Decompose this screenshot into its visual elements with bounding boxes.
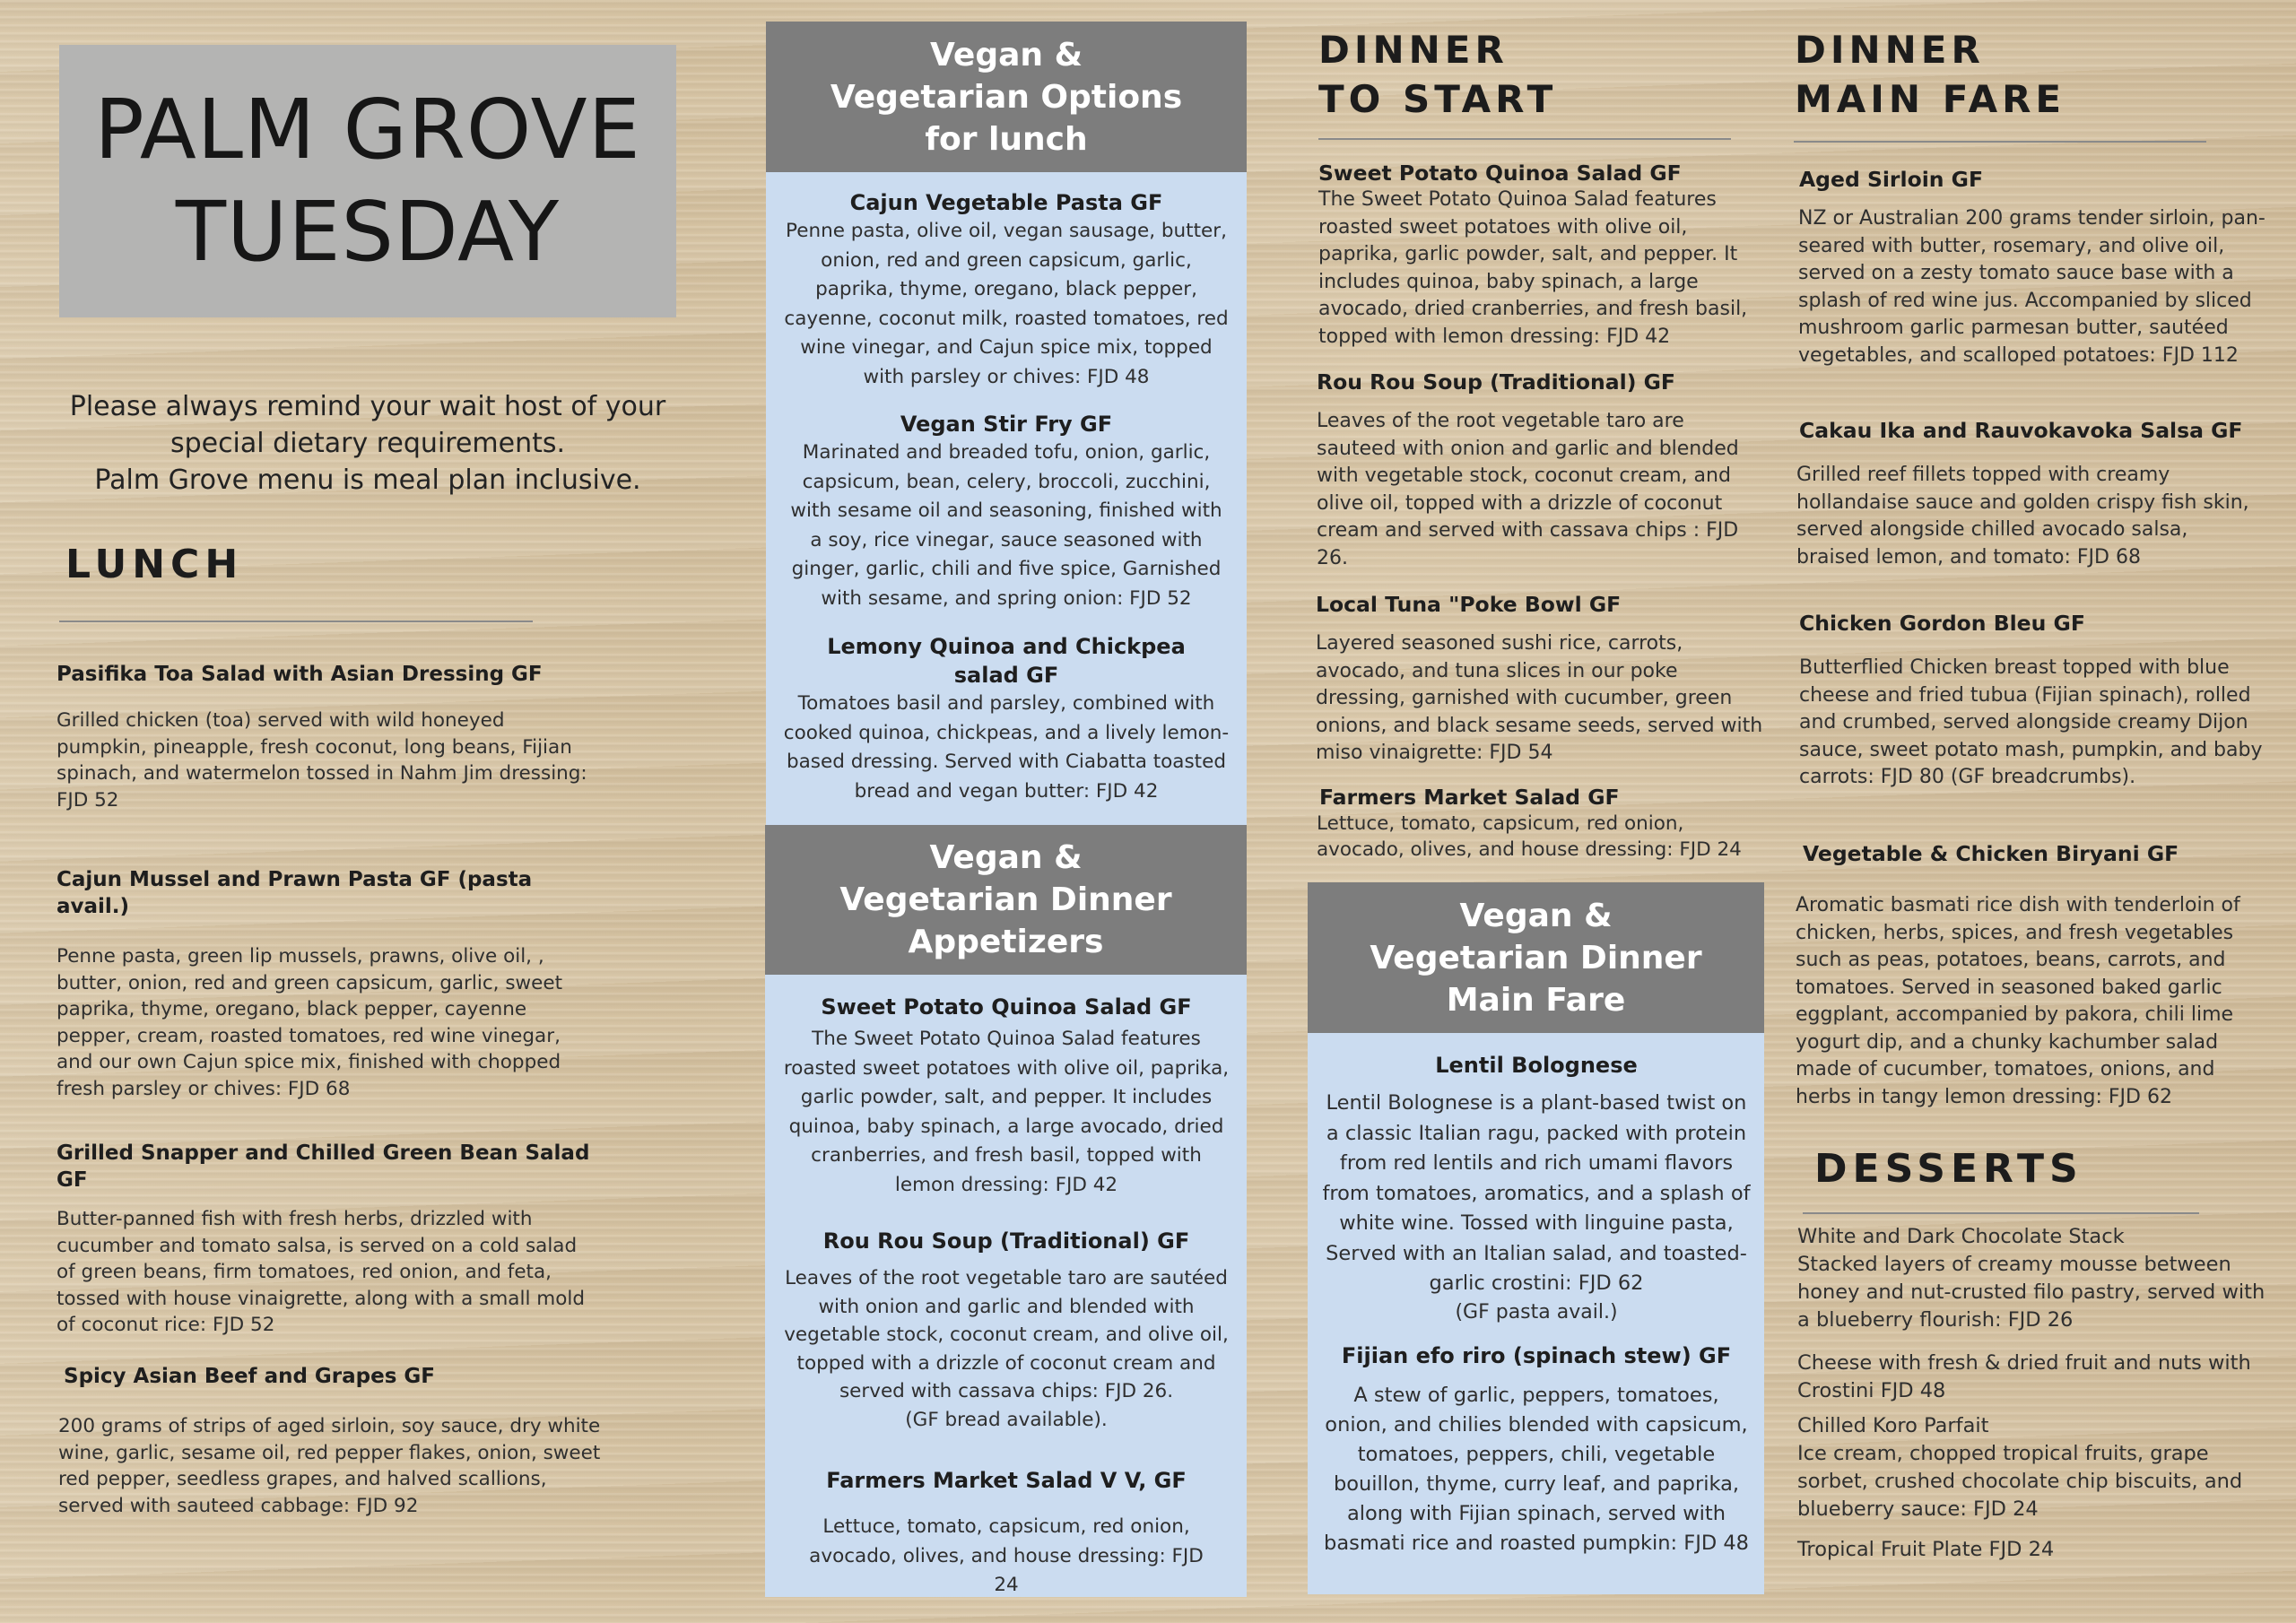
dish-description: NZ or Australian 200 grams tender sirloin, pan-seared with butter, rosemary, and olive oil, served on a zesty tomato sauce base with a splash of red wine jus. Accompanied by sliced mushroom garlic parmesan butter, sautéed vegetables, and scalloped potatoes: FJD 112 (1798, 207, 2266, 367)
intro-line-1: Please always remind your wait host of your (69, 391, 666, 422)
veg-appetizer-item (782, 1466, 1231, 1601)
dinner-main-divider (1794, 141, 2206, 143)
veg-lunch-header (766, 22, 1247, 172)
dish-name: Vegetable & Chicken Biryani GF (1803, 841, 2179, 866)
lunch-item (58, 1363, 602, 1519)
dish-note: (GF bread available). (905, 1408, 1108, 1431)
dessert-item: Tropical Fruit Plate FJD 24 (1797, 1538, 2055, 1561)
dish-description: Butter-panned fish with fresh herbs, drizzled with cucumber and tomato salsa, is served on a cold salad of green beans, firm tomatoes, red onion, and feta, tossed with house vinaigrette, along with a small mold of coconut rice: FJD 52 (57, 1208, 585, 1336)
dish-name: Pasifika Toa Salad with Asian Dressing GF (57, 663, 543, 686)
dinner-main-item (1796, 840, 2269, 1111)
dish-name: Aged Sirloin GF (1799, 167, 1984, 192)
veg-appetizer-item (782, 993, 1231, 1200)
lunch-heading: LUNCH (65, 542, 244, 587)
title-line-1: PALM GROVE (94, 82, 641, 178)
lunch-item (57, 1140, 595, 1339)
dish-description: Penne pasta, green lip mussels, prawns, olive oil, , butter, onion, red and green capsicum, garlic, sweet paprika, thyme, oregano, black pepper, cayenne pepper, cream, roasted tomatoes, red wine vinegar, and our own Cajun spice mix, finished with chopped fresh parsley or chives: FJD 68 (57, 945, 563, 1100)
dish-description: Butterflied Chicken breast topped with blue cheese and fried tubua (Fijian spinach), rolled and crumbed, served alongside creamy Dijon sauce, sweet potato mash, pumpkin, and baby carrots: FJD 80 (GF breadcrumbs). (1799, 656, 2263, 788)
dinner-start-divider (1318, 138, 1731, 140)
desserts-divider (1803, 1212, 2199, 1214)
dinner-main-heading: DINNER MAIN FARE (1795, 28, 2066, 121)
title-box (59, 45, 676, 317)
dinner-main-item (1796, 417, 2266, 571)
dish-name: Vegan Stir Fry GF (900, 412, 1113, 437)
dish-name: Cajun Vegetable Pasta GF (849, 190, 1163, 215)
dish-description: The Sweet Potato Quinoa Salad features roasted sweet potatoes with olive oil, paprika, garlic powder, salt, and pepper. It includes quinoa, baby spinach, a large avocado, dried cranberries, and fresh basil, topped with lemon dressing: FJD 42 (1318, 188, 1748, 348)
dish-description: Lettuce, tomato, capsicum, red onion, avocado, olives, and house dressing: FJD 24 (809, 1515, 1204, 1596)
veg-main-item (1322, 1051, 1751, 1326)
lunch-item (57, 866, 595, 1102)
title-line-2: TUESDAY (175, 184, 561, 280)
dish-description: Leaves of the root vegetable taro are sauteed with onion and garlic and blended with vegetable stock, coconut cream, and olive oil, topped with a drizzle of coconut cream and served with cassava chips : FJD 26. (1317, 410, 1739, 569)
veg-appetizers-heading: Vegan & Vegetarian Dinner Appetizers (839, 839, 1172, 960)
dish-description: Tomatoes basil and parsley, combined with cooked quinoa, chickpeas, and a lively lemon-based dressing. Served with Ciabatta toasted bread and vegan butter: FJD 42 (783, 692, 1230, 803)
lunch-divider (59, 621, 533, 622)
dish-description: Aromatic basmati rice dish with tenderloin of chicken, herbs, spices, and fresh vegetables such as peas, potatoes, beans, carrots, and tomatoes. Served in seasoned baked garlic eggplant, accompanied by pakora, chili lime yogurt dip, and a chunky kachumber salad made of cucumber, tomatoes, onions, and herbs in tangy lemon dressing: FJD 62 (1796, 894, 2240, 1108)
dinner-start-item (1318, 160, 1767, 351)
dish-description: The Sweet Potato Quinoa Salad features roasted sweet potatoes with olive oil, paprika, garlic powder, salt, and pepper. It includes quinoa, baby spinach, a large avocado, dried cranberries, and fresh basil, topped with lemon dressing: FJD 42 (783, 1028, 1230, 1196)
dinner-main-item (1799, 610, 2266, 792)
dish-description: Penne pasta, olive oil, vegan sausage, butter, onion, red and green capsicum, garlic, paprika, thyme, oregano, black pepper, cayenne, coconut milk, roasted tomatoes, red wine vinegar, and Cajun spice mix, topped with parsley or chives: FJD 48 (784, 220, 1229, 388)
dish-description: Grilled reef fillets topped with creamy hollandaise sauce and golden crispy fish skin, served alongside chilled avocado salsa, braised lemon, and tomato: FJD 68 (1796, 464, 2249, 568)
intro-note (54, 388, 682, 499)
dish-name: Sweet Potato Quinoa Salad GF (821, 994, 1192, 1020)
dish-description: Layered seasoned sushi rice, carrots, avocado, and tuna slices in our poke dressing, garnished with cucumber, green onions, and black sesame seeds, served with miso vinaigrette: FJD 54 (1316, 632, 1763, 764)
veg-appetizers-header (765, 825, 1247, 975)
dish-description: A stew of garlic, peppers, tomatoes, onion, and chilies blended with capsicum, tomatoes, peppers, chili, vegetable bouillon, thyme, curry leaf, and paprika, along with Fijian spinach, served with basmati rice and roasted pumpkin: FJD 48 (1324, 1384, 1749, 1555)
dinner-start-item (1316, 591, 1764, 768)
page-title (94, 79, 640, 283)
dish-description: Marinated and breaded tofu, onion, garlic, capsicum, bean, celery, broccoli, zucchini, with sesame oil and seasoning, finished with a soy, rice vinegar, sauce seasoned with ginger, garlic, chili and five spice, Garnished with sesame, and spring onion: FJD 52 (790, 441, 1222, 610)
dish-name: Chicken Gordon Bleu GF (1799, 611, 2085, 636)
veg-lunch-heading: Vegan & Vegetarian Options for lunch (830, 36, 1183, 158)
dish-description: Lettuce, tomato, capsicum, red onion, avocado, olives, and house dressing: FJD 24 (1317, 812, 1742, 861)
dish-description: Grilled chicken (toa) served with wild honeyed pumpkin, pineapple, fresh coconut, long beans, Fijian spinach, and watermelon tossed in Nahm Jim dressing: FJD 52 (57, 709, 587, 812)
veg-lunch-item (782, 632, 1231, 806)
veg-main-heading: Vegan & Vegetarian Dinner Main Fare (1370, 897, 1702, 1019)
dish-name: Local Tuna "Poke Bowl GF (1316, 592, 1622, 617)
dessert-item: Chilled Koro Parfait Ice cream, chopped tropical fruits, grape sorbet, crushed chocolate chip biscuits, and blueberry sauce: FJD 24 (1797, 1414, 2243, 1521)
veg-main-item (1322, 1341, 1751, 1558)
dish-name: Grilled Snapper and Chilled Green Bean Salad GF (57, 1141, 590, 1192)
desserts-heading: DESSERTS (1814, 1146, 2083, 1192)
dinner-start-item (1319, 784, 1768, 863)
dinner-start-item (1317, 369, 1765, 572)
dish-description: Leaves of the root vegetable taro are sautéed with onion and garlic and blended with vegetable stock, coconut cream, and olive oil, topped with a drizzle of coconut cream and served with cassava chips: FJD 26. (784, 1267, 1229, 1402)
dish-name: Rou Rou Soup (Traditional) GF (822, 1228, 1190, 1254)
dinner-main-item (1799, 166, 2266, 369)
dish-name: Sweet Potato Quinoa Salad GF (1318, 161, 1682, 186)
dish-note: (GF pasta avail.) (1455, 1300, 1618, 1324)
dish-name: Farmers Market Salad V V, GF (826, 1468, 1187, 1493)
veg-lunch-item (782, 410, 1231, 613)
veg-lunch-item (782, 188, 1231, 392)
dish-description: Lentil Bolognese is a plant-based twist on a classic Italian ragu, packed with protein from red lentils and rich umami flavors from tomatoes, aromatics, and a splash of white wine. Tossed with linguine pasta, Served with an Italian salad, and toasted-garlic crostini: FJD 62 (1322, 1091, 1751, 1295)
dish-description: 200 grams of strips of aged sirloin, soy sauce, dry white wine, garlic, sesame oil, red pepper flakes, onion, sweet red pepper, seedless grapes, and halved scallions, served with sauteed cabbage: FJD 92 (58, 1415, 601, 1517)
dish-name: Lemony Quinoa and Chickpea salad GF (827, 634, 1186, 688)
veg-main-header (1308, 882, 1764, 1033)
dish-name: Rou Rou Soup (Traditional) GF (1317, 369, 1675, 395)
intro-line-2: special dietary requirements. (170, 428, 566, 459)
dish-name: Farmers Market Salad GF (1319, 785, 1620, 810)
lunch-item (57, 661, 595, 813)
dessert-item: Cheese with fresh & dried fruit and nuts with Crostini FJD 48 (1797, 1351, 2251, 1402)
veg-appetizer-item (782, 1227, 1231, 1434)
intro-line-3: Palm Grove menu is meal plan inclusive. (94, 464, 641, 496)
dish-name: Spicy Asian Beef and Grapes GF (64, 1365, 436, 1388)
dessert-item: White and Dark Chocolate Stack Stacked layers of creamy mousse between honey and nut-crusted filo pastry, served with a blueberry flourish: FJD 26 (1797, 1225, 2266, 1332)
dinner-start-heading: DINNER TO START (1318, 28, 1558, 121)
dish-name: Cajun Mussel and Prawn Pasta GF (pasta avail.) (57, 868, 533, 918)
dish-name: Fijian efo riro (spinach stew) GF (1341, 1343, 1732, 1368)
dish-name: Lentil Bolognese (1435, 1053, 1638, 1078)
dish-name: Cakau Ika and Rauvokavoka Salsa GF (1799, 418, 2243, 443)
